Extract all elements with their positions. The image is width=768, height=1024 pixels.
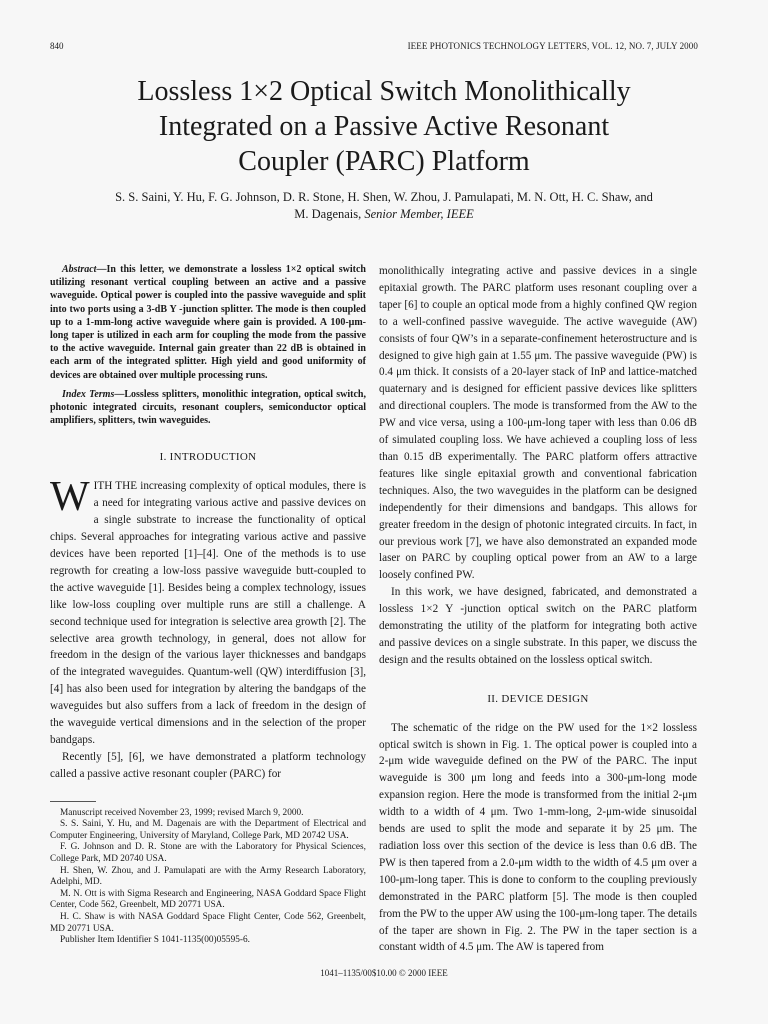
section-heading-introduction: I. INTRODUCTION [159, 451, 257, 464]
right-column [379, 263, 697, 956]
title-line-2: Integrated on a Passive Active Resonant [158, 111, 610, 142]
index-terms-lead: Index Terms [62, 388, 115, 400]
title-line-3: Coupler (PARC) Platform [238, 146, 530, 177]
author-membership: Senior Member, IEEE [364, 207, 474, 221]
footnote: M. N. Ott is with Sigma Research and Engineering, NASA Goddard Space Flight Center, Code 562, Greenbelt, MD 20771 USA. [50, 888, 366, 911]
page-number: 840 [50, 41, 64, 51]
footnote-divider [50, 801, 96, 802]
authors-line-1: S. S. Saini, Y. Hu, F. G. Johnson, D. R. Stone, H. Shen, W. Zhou, J. Pamulapati, M. N. Ott, H. C. Shaw, and [115, 190, 653, 204]
footnote: Manuscript received November 23, 1999; revised March 9, 2000. [60, 807, 304, 818]
title-line-1: Lossless 1×2 Optical Switch Monolithically [137, 76, 631, 107]
footnote: H. C. Shaw is with NASA Goddard Space Flight Center, Code 562, Greenbelt, MD 20771 USA. [50, 912, 366, 934]
section-heading-device-design: II. DEVICE DESIGN [487, 692, 589, 705]
abstract-text: —In this letter, we demonstrate a lossless 1×2 optical switch utilizing resonant vertical coupling between an active and a passive waveguide. Optical power is coupled into the passive waveguide and split into two ports using a 3-dB Y -junction splitter. The mode is then coupled up to a 1-mm-long active waveguide where gain is provided. A 100-μm-long taper is utilized in each arm for coupling the mode from the passive to the active waveguide. Internal gain greater than 22 dB is obtained in each arm of the integrated splitter. High yield and good uniformity of devices are obtained over multiple processing runs. [50, 264, 366, 381]
footnote: H. Shen, W. Zhou, and J. Pamulapati are with the Army Research Laboratory, Adelphi, MD. [50, 865, 366, 888]
intro-paragraph-1-text: ITH THE increasing complexity of optical modules, there is a need for integrating various active and passive devices on a single substrate to increase the functionality of optical chips. Several approaches for integrating various active and passive devices have been reported [1]–[4]. One of the methods is to use regrowth for creating a low-loss passive waveguide butt-coupled to the active waveguide [1]. Besides being a complex technology, issues like low-loss coupling over multiple runs are still a challenge. A second technique used for integration is selective area growth [2]. The selective area growth technology, in general, does not allow for freedom in the design of the various layer thicknesses and bandgaps of the integrated waveguides. Quantum-well (QW) interdiffusion [3], [4] has also been used for integration by altering the bandgaps of the waveguides but also suffers from a lack of freedom in the design of the waveguide vertical dimensions and in the selection of the proper bandgaps. [50, 480, 366, 746]
abstract [50, 263, 366, 382]
copyright-footer: 1041–1135/00$10.00 © 2000 IEEE [320, 968, 448, 978]
body-paragraph-continued: monolithically integrating active and passive devices in a single epitaxial growth. The PARC platform uses resonant coupling over a taper [6] to couple an optical mode from a highly confined QW region to a well-confined passive waveguide. The active waveguide (AW) consists of four QW’s in a separate-confinement heterostructure and is designed to give high gain at 1.55 μm. The passive waveguide (PW) is 0.4 μm thick. It consists of a 20-layer stack of InP and lattice-matched quaternary and is designed for efficient passive devices like splitters and directional couplers. The mode is transformed from the AW to the PW and vice versa, using a 100-μm-long taper with less than 0.06 dB of simulated coupling loss. We have achieved a coupling loss of less than 0.15 dB experimentally. The PARC platform offers attractive features like single epitaxial growth and conventional fabrication techniques. Also, the two waveguides in the platform can be designed independently for their dimensions and bandgaps. This allows for greater freedom in the design of photonic integrated circuits. In fact, in our previous work [7], we have also demonstrated an expanded mode laser on PARC by coupling optical power from an AW to a large loosely confined PW. [379, 265, 697, 582]
footnote: Publisher Item Identifier S 1041-1135(00)05595-6. [60, 935, 250, 946]
journal-header: IEEE PHOTONICS TECHNOLOGY LETTERS, VOL. 12, NO. 7, JULY 2000 [407, 41, 698, 51]
intro-paragraph-2: Recently [5], [6], we have demonstrated a platform technology called a passive active resonant coupler (PARC) for [50, 750, 366, 780]
drop-cap: W [50, 474, 90, 521]
authors-line-2 [60, 206, 708, 223]
device-design-paragraph: The schematic of the ridge on the PW used for the 1×2 lossless optical switch is shown in Fig. 1. The optical power is coupled into a 2-μm wide waveguide defined on the PW of the PARC. The input waveguide is 300 μm long and feeds into a 300-μm-long mode expansion region. Here the mode is transformed from the initial 2-μm width to a width of 4 μm. Two 1-mm-long, 2-μm-wide sinusoidal bends are used to split the mode and separate it by 25 μm. The radiation loss over this section of the device is less than 0.6 dB. The PW is then tapered from a 2.0-μm width to the width of 4.5 μm over a 100-μm-long taper. This is done to conform to the coupling previously demonstrated in the PARC platform [5]. The mode is then coupled from the PW to the upper AW using the 100-μm-long taper. The details of the taper are shown in Fig. 2. The PW in the taper section is a constant width of 4.5 μm. The AW is tapered from [379, 721, 697, 954]
footnote: S. S. Saini, Y. Hu, and M. Dagenais are with the Department of Electrical and Computer Engineering, University of Maryland, College Park, MD 20742 USA. [50, 819, 366, 841]
author-dagenais: M. Dagenais, [294, 207, 362, 221]
intro-paragraph-1 [50, 474, 366, 749]
author-list [60, 189, 708, 223]
index-terms [50, 388, 366, 428]
paper-title [60, 74, 708, 179]
footnote: F. G. Johnson and D. R. Stone are with the Laboratory for Physical Sciences, College Park, MD 20740 USA. [50, 842, 366, 865]
left-column [50, 263, 366, 947]
abstract-lead: Abstract [62, 264, 97, 275]
index-terms-text: —Lossless splitters, monolithic integration, optical switch, photonic integrated circuits, resonant couplers, semiconductor optical amplifiers, splitters, twin waveguides. [50, 388, 366, 427]
body-paragraph-this-work: In this work, we have designed, fabricated, and demonstrated a lossless 1×2 Y -junction optical switch on the PARC platform demonstrating the utility of the platform for integrating both active and passive devices on a single substrate. In this paper, we discuss the design and the results obtained on the lossless optical switch. [379, 586, 697, 666]
